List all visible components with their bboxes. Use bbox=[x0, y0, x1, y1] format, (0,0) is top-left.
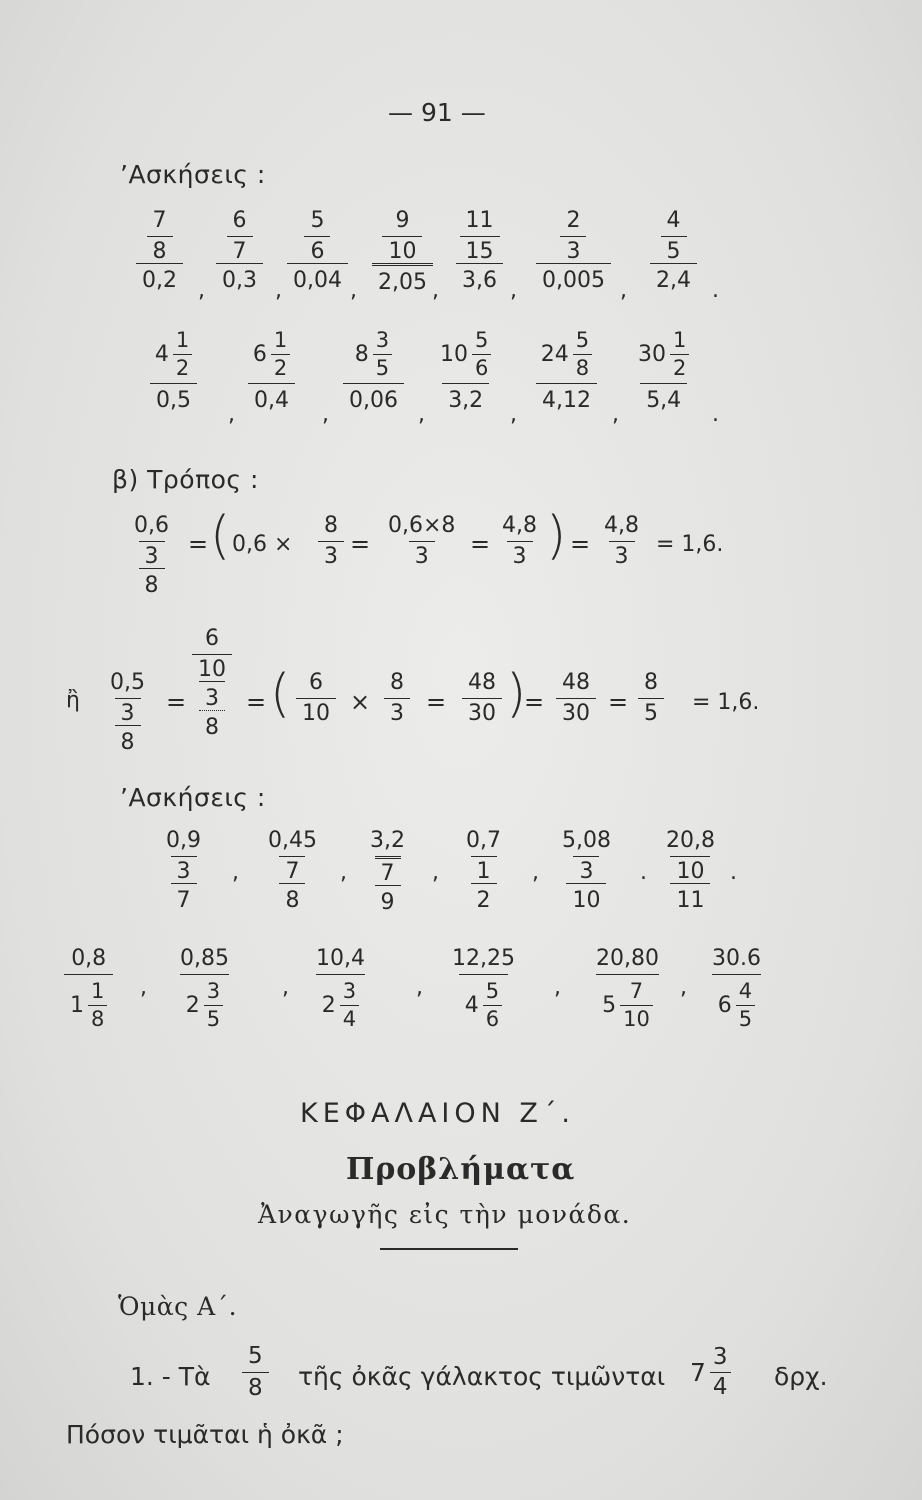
row2-item-3-bottom: 0,06 bbox=[343, 383, 404, 412]
eq2-complex-fraction bbox=[192, 628, 232, 739]
row2-item-6-bottom: 5,4 bbox=[640, 383, 687, 412]
eq2-c-den: 30 bbox=[462, 698, 502, 725]
row1-item-5-num: 11 bbox=[465, 208, 494, 233]
row4-item-5-den: 10 bbox=[620, 1005, 653, 1030]
row4-item-4-num: 5 bbox=[485, 979, 500, 1003]
row2-item-1-den: 2 bbox=[173, 354, 192, 379]
row1-item-3-bottom: 0,04 bbox=[287, 263, 348, 292]
row4-item-6-top: 30.6 bbox=[712, 946, 761, 971]
row3-item-1-top: 0,9 bbox=[166, 828, 201, 853]
eq2-a-num: 6 bbox=[309, 670, 323, 695]
row4-item-1-num: 1 bbox=[91, 979, 105, 1003]
eq2-g-bot: 8 bbox=[199, 710, 225, 739]
problem-1-currency: δρχ. bbox=[774, 1362, 828, 1391]
row3-item-4-mid: 1 bbox=[471, 856, 497, 883]
row4-item-1-top: 0,8 bbox=[71, 946, 107, 971]
row3-item-2-mid: 7 bbox=[279, 856, 305, 883]
row3-item-4-bot: 2 bbox=[471, 883, 497, 912]
eq1-f5-num: 4,8 bbox=[604, 513, 639, 538]
page-number: — 91 — bbox=[388, 98, 486, 127]
eq2-g-top2: 10 bbox=[192, 654, 232, 681]
problem-1-mixed-whole: 7 bbox=[690, 1358, 706, 1387]
row3-item-3-mid: 7 bbox=[375, 856, 401, 885]
row3-item-3-bot: 9 bbox=[375, 885, 401, 914]
group-heading: Ὁμὰς Α΄. bbox=[118, 1292, 238, 1321]
row3-item-2-top: 0,45 bbox=[268, 828, 317, 853]
eq1-f4-den: 3 bbox=[507, 541, 533, 568]
row2-item-5-num: 5 bbox=[575, 328, 590, 352]
row1-item-4-den: 10 bbox=[382, 236, 422, 263]
row2-item-6-whole: 30 bbox=[638, 341, 666, 367]
row1-item-1 bbox=[136, 210, 183, 292]
eq2-c-num: 48 bbox=[468, 670, 496, 695]
eq2-e-num: 8 bbox=[644, 670, 658, 695]
row2-item-5-whole: 24 bbox=[540, 341, 569, 367]
row2-item-4-num: 5 bbox=[475, 328, 489, 352]
eq2-result: = 1,6. bbox=[692, 690, 760, 715]
row1-item-5 bbox=[456, 210, 503, 292]
row1-item-6-den: 3 bbox=[560, 236, 586, 263]
row3-item-5 bbox=[556, 830, 617, 912]
row4-item-4-den: 6 bbox=[483, 1005, 502, 1030]
eq2-d-num: 48 bbox=[562, 670, 590, 695]
row4-item-6-den: 5 bbox=[736, 1005, 755, 1030]
eq1-lhs-mid: 3 bbox=[139, 541, 165, 568]
row2-item-2-num: 1 bbox=[273, 328, 288, 352]
problem-1-mixed bbox=[690, 1346, 731, 1399]
exercises-heading-1: ’Ασκήσεις : bbox=[120, 160, 266, 189]
eq1-multiplicand: 0,6 × bbox=[232, 532, 293, 557]
eq2-frac-6-10 bbox=[296, 672, 336, 725]
chapter-heading: ΚΕΦΑΛΑΙΟΝ Ζ΄. bbox=[300, 1098, 576, 1129]
row2-item-3-num: 3 bbox=[375, 328, 390, 352]
row3-item-5-top: 5,08 bbox=[562, 828, 611, 853]
eq1-f2-num: 8 bbox=[324, 513, 338, 538]
row4-item-3 bbox=[310, 948, 371, 1030]
row3-item-4 bbox=[460, 830, 507, 912]
eq2-a-den: 10 bbox=[296, 698, 336, 725]
row3-item-6-top: 20,8 bbox=[666, 828, 715, 853]
eq1-frac-8-3 bbox=[318, 515, 344, 568]
row2-item-5-den: 8 bbox=[573, 354, 592, 379]
row1-item-2-num: 6 bbox=[232, 208, 247, 233]
row4-item-5-num: 7 bbox=[629, 979, 644, 1003]
row1-item-5-bottom: 3,6 bbox=[456, 263, 503, 292]
row4-item-4 bbox=[446, 948, 521, 1030]
problem-1-frac-den: 8 bbox=[242, 1372, 269, 1400]
problem-1-mixed-den: 4 bbox=[710, 1372, 731, 1399]
row3-item-3-top: 3,2 bbox=[370, 828, 405, 853]
row3-item-1-bot: 7 bbox=[171, 883, 197, 912]
row1-item-6-num: 2 bbox=[566, 208, 581, 233]
problem-1-frac-num: 5 bbox=[248, 1343, 263, 1369]
row4-item-3-whole: 2 bbox=[321, 992, 336, 1018]
row4-item-3-top: 10,4 bbox=[316, 946, 365, 971]
eq2-g-mid: 3 bbox=[199, 681, 225, 710]
row1-item-6 bbox=[536, 210, 611, 292]
eq1-lhs-bot: 8 bbox=[139, 568, 165, 597]
row1-item-6-bottom: 0,005 bbox=[536, 263, 611, 292]
row3-item-2 bbox=[262, 830, 323, 912]
eq1-f4-num: 4,8 bbox=[502, 513, 537, 538]
row3-item-3 bbox=[364, 830, 411, 914]
row2-item-2-den: 2 bbox=[271, 354, 290, 379]
problem-1-fraction bbox=[242, 1345, 269, 1400]
row4-item-5-top: 20,80 bbox=[596, 946, 659, 971]
row3-item-4-top: 0,7 bbox=[466, 828, 501, 853]
row4-item-6 bbox=[706, 948, 767, 1030]
row2-item-1-whole: 4 bbox=[154, 341, 169, 367]
row2-item-6 bbox=[638, 330, 689, 412]
row1-item-4-bottom: 2,05 bbox=[372, 263, 433, 294]
row4-item-4-whole: 4 bbox=[464, 992, 479, 1018]
row4-item-2-top: 0,85 bbox=[180, 946, 229, 971]
eq2-e-den: 5 bbox=[638, 698, 664, 725]
row1-item-7-bottom: 2,4 bbox=[650, 263, 697, 292]
row2-item-4 bbox=[440, 330, 491, 412]
eq1-f3-num: 0,6×8 bbox=[388, 513, 456, 538]
row4-item-3-den: 4 bbox=[340, 1005, 359, 1030]
row4-item-1 bbox=[64, 948, 113, 1030]
eq2-frac-48-30-b bbox=[556, 672, 596, 725]
divider-rule bbox=[380, 1248, 518, 1250]
row4-item-4-top: 12,25 bbox=[452, 946, 515, 971]
eq2-b-den: 3 bbox=[384, 698, 410, 725]
row4-item-2-whole: 2 bbox=[185, 992, 200, 1018]
row1-item-3-num: 5 bbox=[310, 208, 325, 233]
eq2-or: ἢ bbox=[66, 688, 80, 713]
row4-item-5 bbox=[590, 948, 665, 1030]
row1-item-5-den: 15 bbox=[460, 236, 500, 263]
row3-item-6-mid: 10 bbox=[670, 856, 710, 883]
problem-1-prefix: 1. - Τὰ bbox=[130, 1362, 211, 1391]
exercises-heading-2: ’Ασκήσεις : bbox=[120, 783, 266, 812]
problem-1-mixed-num: 3 bbox=[712, 1344, 728, 1370]
row2-item-1 bbox=[150, 330, 197, 412]
eq2-lhs-bot: 8 bbox=[115, 725, 141, 754]
row1-item-4 bbox=[372, 210, 433, 294]
problem-1-question: Πόσον τιμᾶται ἡ ὀκᾶ ; bbox=[66, 1420, 344, 1449]
row2-item-2-bottom: 0,4 bbox=[248, 383, 295, 412]
row2-item-3 bbox=[343, 330, 404, 412]
row1-item-3 bbox=[287, 210, 348, 292]
row2-item-2-whole: 6 bbox=[252, 341, 267, 367]
row2-item-2 bbox=[248, 330, 295, 412]
row2-item-1-num: 1 bbox=[175, 328, 190, 352]
row2-item-1-bottom: 0,5 bbox=[150, 383, 197, 412]
row1-item-1-num: 7 bbox=[152, 208, 167, 233]
eq1-lhs bbox=[128, 515, 175, 597]
eq1-f3-den: 3 bbox=[409, 541, 435, 568]
row2-item-6-num: 1 bbox=[673, 328, 687, 352]
row2-item-4-bottom: 3,2 bbox=[442, 383, 489, 412]
row1-item-7-den: 5 bbox=[661, 236, 687, 263]
row3-item-1 bbox=[160, 830, 207, 912]
row1-item-2 bbox=[216, 210, 263, 292]
eq2-lhs bbox=[104, 672, 151, 754]
row4-item-6-num: 4 bbox=[738, 979, 753, 1003]
eq1-f5-den: 3 bbox=[609, 541, 635, 568]
eq2-frac-8-3 bbox=[384, 672, 410, 725]
row4-item-2-num: 3 bbox=[206, 979, 221, 1003]
row1-item-7-num: 4 bbox=[666, 208, 681, 233]
section-subtitle: Ἀναγωγῆς εἰς τὴν μονάδα. bbox=[258, 1200, 632, 1229]
row2-item-3-den: 5 bbox=[373, 354, 392, 379]
eq1-frac-product bbox=[382, 515, 461, 568]
row4-item-1-whole: 1 bbox=[70, 992, 84, 1018]
row3-item-6 bbox=[660, 830, 721, 912]
row3-item-5-bot: 10 bbox=[566, 883, 606, 912]
row4-item-2-den: 5 bbox=[204, 1005, 223, 1030]
eq2-g-top: 6 bbox=[205, 626, 219, 651]
row1-item-2-bottom: 0,3 bbox=[216, 263, 263, 292]
row3-item-5-mid: 3 bbox=[573, 856, 599, 883]
row4-item-5-whole: 5 bbox=[602, 992, 617, 1018]
eq1-lhs-top: 0,6 bbox=[134, 513, 169, 538]
row1-item-4-num: 9 bbox=[395, 208, 410, 233]
row2-item-5-bottom: 4,12 bbox=[536, 383, 597, 412]
eq1-frac-final bbox=[598, 515, 645, 568]
row4-item-6-whole: 6 bbox=[717, 992, 732, 1018]
row2-item-4-den: 6 bbox=[472, 354, 491, 379]
eq2-lhs-top: 0,5 bbox=[110, 670, 145, 695]
row3-item-6-bot: 11 bbox=[670, 883, 710, 912]
eq2-b-num: 8 bbox=[390, 670, 404, 695]
row2-item-6-den: 2 bbox=[670, 354, 689, 379]
row2-item-4-whole: 10 bbox=[440, 341, 468, 367]
row1-item-1-bottom: 0,2 bbox=[136, 263, 183, 292]
row1-item-3-den: 6 bbox=[304, 236, 330, 263]
row1-item-1-den: 8 bbox=[147, 236, 173, 263]
row3-item-1-mid: 3 bbox=[171, 856, 197, 883]
row1-item-7 bbox=[650, 210, 697, 292]
row3-item-2-bot: 8 bbox=[279, 883, 305, 912]
book-page: — 91 — ’Ασκήσεις : $\frac{7}{8}$ 0,2 $\frac{6}{7}$ 0,3 $\frac{5}{6}$ 0,04 $\frac{9}{10}$ 2,05 $\frac{11}{15}$ 3,6 $\frac{2}{3}$ 0,005 $\frac{4}{5}$ 2,4 , , , , , , . 4 $\frac{1}{2}$ 0,5 6 $\frac{1}{2}$ 0,4 8 $\frac{3}{5}$ 0,06 10 $\frac{5}{6}$ 3,2 24 $\frac{5}{8}$ 4,12 30 $\frac{1}{2}$ 5,4 , , , , , . β) Τρόπος : 0,6 3 8 = ( 0,6 × $\frac{8}{3}$ = $\frac{0,6\times 8}{3}$ = $\frac{4,8}{3}$ ) = $\frac{4,8}{3}$ = 1,6. ἢ 0,5 3 8 = 6 10 3 8 = ( $\frac{6}{10}$ × $\frac{8}{3}$ = $\frac{48}{30}$ ) = $\frac{48}{30}$ = $\frac{8}{5}$ = 1,6. ’Ασκήσεις : 0,9 3 7 0,45 7 8 3,2 7 9 0,7 1 2 5,08 3 10 20,8 10 11 , , , , . . 0,8 1 $\frac{1}{8}$ 0,85 2 $\frac{3}{5}$ 10,4 2 $\frac{3}{4}$ 12,25 4 $\frac{5}{6}$ 20,80 5 $\frac{7}{10}$ 30.6 6 $\frac{4}{5}$ , , , , , ΚΕΦΑΛΑΙΟΝ Ζ΄. Προβλήματα Ἀναγωγῆς εἰς τὴν μονάδα. Ὁμὰς Α΄. 1. - Τὰ $\frac{5}{8}$ τῆς ὀκᾶς γάλακτος τιμῶνται 7 $\frac{3}{4}$ δρχ. Πόσον τιμᾶται ἡ ὀκᾶ ; bbox=[0, 0, 922, 1500]
eq2-frac-8-5 bbox=[638, 672, 664, 725]
section-title: Προβλήματα bbox=[346, 1152, 576, 1187]
eq1-frac-4-8 bbox=[496, 515, 543, 568]
row2-item-5 bbox=[536, 330, 597, 412]
eq2-d-den: 30 bbox=[556, 698, 596, 725]
row4-item-1-den: 8 bbox=[88, 1005, 107, 1030]
eq2-lhs-mid: 3 bbox=[115, 698, 141, 725]
row1-item-2-den: 7 bbox=[227, 236, 253, 263]
eq1-f2-den: 3 bbox=[318, 541, 344, 568]
eq2-frac-48-30 bbox=[462, 672, 502, 725]
method-b-heading: β) Τρόπος : bbox=[112, 465, 259, 494]
row4-item-3-num: 3 bbox=[342, 979, 357, 1003]
row2-item-3-whole: 8 bbox=[354, 341, 369, 367]
problem-1-text: τῆς ὀκᾶς γάλακτος τιμῶνται bbox=[298, 1362, 666, 1391]
eq1-result: = 1,6. bbox=[656, 532, 724, 557]
row4-item-2 bbox=[174, 948, 235, 1030]
